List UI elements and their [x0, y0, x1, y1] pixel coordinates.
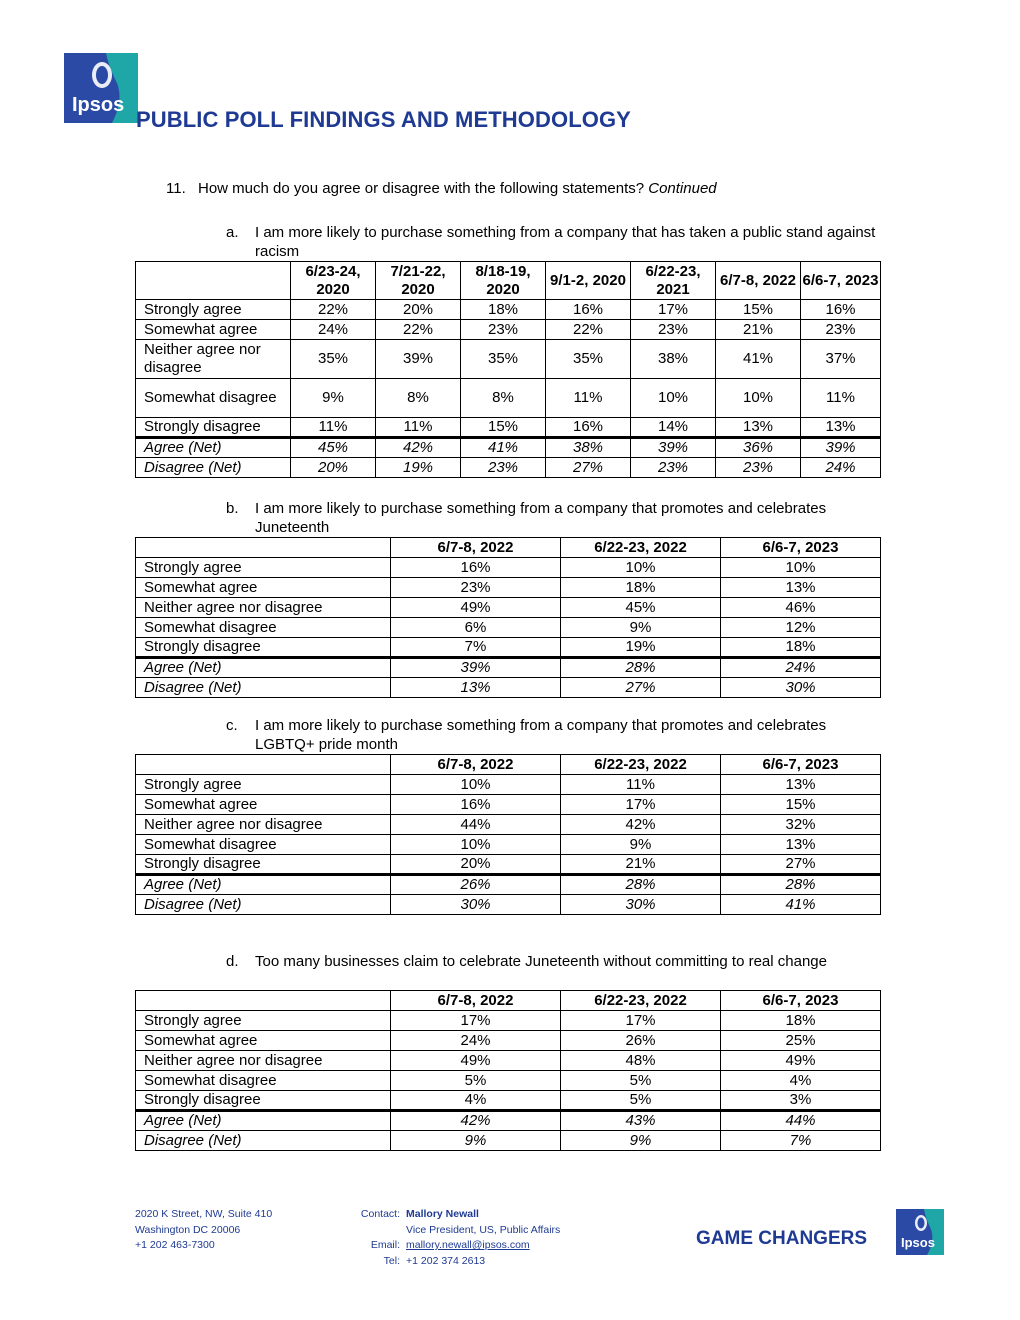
cell-value: 18%	[561, 578, 721, 598]
results-table-b	[135, 537, 881, 698]
cell-value: 13%	[721, 775, 881, 795]
address-line: Washington DC 20006	[135, 1223, 241, 1236]
logo-text: Ipsos	[72, 94, 125, 116]
table-row	[136, 855, 881, 875]
cell-value: 21%	[716, 320, 801, 340]
cell-value: 45%	[291, 438, 376, 458]
cell-value: 15%	[461, 418, 546, 438]
cell-value: 38%	[631, 340, 716, 379]
row-label: Strongly agree	[136, 1011, 391, 1031]
cell-value: 22%	[291, 300, 376, 320]
cell-value: 22%	[376, 320, 461, 340]
table-row-net	[136, 458, 881, 478]
table-row	[136, 418, 881, 438]
row-label: Agree (Net)	[136, 875, 391, 895]
cell-value: 11%	[801, 379, 881, 418]
results-table-a	[135, 261, 881, 478]
cell-value: 23%	[391, 578, 561, 598]
row-label: Somewhat disagree	[136, 618, 391, 638]
cell-value: 3%	[721, 1091, 881, 1111]
table-row-net	[136, 895, 881, 915]
table-row	[136, 320, 881, 340]
section-d	[135, 952, 880, 1151]
cell-value: 15%	[721, 795, 881, 815]
row-label: Agree (Net)	[136, 1111, 391, 1131]
cell-value: 10%	[716, 379, 801, 418]
cell-value: 39%	[391, 658, 561, 678]
cell-value: 16%	[546, 418, 631, 438]
cell-value: 39%	[376, 340, 461, 379]
table-row	[136, 578, 881, 598]
contact-name: Mallory Newall	[406, 1208, 479, 1220]
cell-value: 9%	[391, 1131, 561, 1151]
header-blank	[136, 538, 391, 558]
row-label: Neither agree nor disagree	[136, 1051, 391, 1071]
cell-value: 10%	[561, 558, 721, 578]
cell-value: 17%	[561, 1011, 721, 1031]
table-row	[136, 618, 881, 638]
column-header: 6/22-23, 2021	[631, 262, 716, 300]
cell-value: 8%	[376, 379, 461, 418]
cell-value: 42%	[561, 815, 721, 835]
header-blank	[136, 991, 391, 1011]
cell-value: 26%	[391, 875, 561, 895]
cell-value: 49%	[721, 1051, 881, 1071]
table-row-net	[136, 1111, 881, 1131]
cell-value: 30%	[721, 678, 881, 698]
cell-value: 19%	[561, 638, 721, 658]
cell-value: 23%	[461, 320, 546, 340]
row-label: Strongly disagree	[136, 638, 391, 658]
question-continued: Continued	[648, 180, 717, 197]
statement-letter: d.	[226, 953, 239, 970]
cell-value: 10%	[721, 558, 881, 578]
row-label: Strongly disagree	[136, 418, 291, 438]
row-label: Neither agree nor disagree	[136, 340, 291, 379]
cell-value: 35%	[461, 340, 546, 379]
cell-value: 21%	[561, 855, 721, 875]
cell-value: 43%	[561, 1111, 721, 1131]
question-number: 11.	[166, 180, 186, 197]
cell-value: 25%	[721, 1031, 881, 1051]
statement-text: I am more likely to purchase something from a company that promotes and celebrates Juneteenth	[255, 500, 827, 536]
row-label: Somewhat agree	[136, 795, 391, 815]
cell-value: 17%	[561, 795, 721, 815]
column-header: 6/22-23, 2022	[561, 538, 721, 558]
statement-text: Too many businesses claim to celebrate Juneteenth without committing to real change	[255, 953, 827, 970]
column-header: 9/1-2, 2020	[546, 262, 631, 300]
column-header: 6/6-7, 2023	[801, 262, 881, 300]
cell-value: 18%	[461, 300, 546, 320]
table-row-net	[136, 678, 881, 698]
cell-value: 22%	[546, 320, 631, 340]
cell-value: 13%	[391, 678, 561, 698]
footer-contact	[352, 1207, 560, 1269]
table-row	[136, 1031, 881, 1051]
cell-value: 11%	[546, 379, 631, 418]
statement-d	[135, 952, 880, 990]
table-row	[136, 340, 881, 379]
row-label: Somewhat agree	[136, 578, 391, 598]
cell-value: 23%	[631, 320, 716, 340]
tagline: GAME CHANGERS	[696, 1228, 868, 1249]
row-label: Disagree (Net)	[136, 458, 291, 478]
row-label: Somewhat agree	[136, 320, 291, 340]
cell-value: 11%	[291, 418, 376, 438]
row-label: Strongly agree	[136, 300, 291, 320]
cell-value: 42%	[391, 1111, 561, 1131]
statement-b	[135, 499, 880, 537]
cell-value: 5%	[391, 1071, 561, 1091]
column-header: 6/6-7, 2023	[721, 755, 881, 775]
ipsos-logo-footer	[896, 1209, 944, 1255]
table-row	[136, 775, 881, 795]
cell-value: 35%	[291, 340, 376, 379]
column-header: 6/23-24, 2020	[291, 262, 376, 300]
table-row-net	[136, 875, 881, 895]
row-label: Somewhat disagree	[136, 835, 391, 855]
cell-value: 23%	[461, 458, 546, 478]
table-row-net	[136, 438, 881, 458]
cell-value: 18%	[721, 638, 881, 658]
cell-value: 17%	[391, 1011, 561, 1031]
cell-value: 24%	[391, 1031, 561, 1051]
cell-value: 27%	[561, 678, 721, 698]
row-label: Agree (Net)	[136, 438, 291, 458]
cell-value: 45%	[561, 598, 721, 618]
row-label: Disagree (Net)	[136, 895, 391, 915]
table-row	[136, 815, 881, 835]
cell-value: 24%	[721, 658, 881, 678]
cell-value: 10%	[391, 775, 561, 795]
row-label: Neither agree nor disagree	[136, 815, 391, 835]
row-label: Disagree (Net)	[136, 678, 391, 698]
cell-value: 13%	[716, 418, 801, 438]
statement-letter: a.	[226, 224, 239, 241]
contact-label: Contact:	[360, 1208, 400, 1220]
cell-value: 41%	[721, 895, 881, 915]
ipsos-logo	[64, 53, 138, 123]
cell-value: 4%	[721, 1071, 881, 1091]
cell-value: 10%	[631, 379, 716, 418]
header-blank	[136, 262, 291, 300]
column-header: 6/22-23, 2022	[561, 755, 721, 775]
contact-title: Vice President, US, Public Affairs	[406, 1223, 561, 1236]
cell-value: 30%	[561, 895, 721, 915]
cell-value: 28%	[561, 875, 721, 895]
table-row-net	[136, 1131, 881, 1151]
address-phone: +1 202 463-7300	[135, 1239, 215, 1251]
column-header: 8/18-19, 2020	[461, 262, 546, 300]
results-table-d	[135, 990, 881, 1151]
cell-value: 9%	[291, 379, 376, 418]
table-row	[136, 1071, 881, 1091]
column-header: 6/7-8, 2022	[391, 991, 561, 1011]
cell-value: 49%	[391, 598, 561, 618]
cell-value: 41%	[461, 438, 546, 458]
header-blank	[136, 755, 391, 775]
statement-letter: b.	[226, 500, 239, 517]
cell-value: 38%	[546, 438, 631, 458]
table-row-net	[136, 658, 881, 678]
cell-value: 42%	[376, 438, 461, 458]
table-row	[136, 300, 881, 320]
row-label: Somewhat disagree	[136, 379, 291, 418]
column-header: 6/6-7, 2023	[721, 991, 881, 1011]
cell-value: 20%	[291, 458, 376, 478]
cell-value: 24%	[801, 458, 881, 478]
results-table-c	[135, 754, 881, 915]
table-header-row	[136, 755, 881, 775]
cell-value: 35%	[546, 340, 631, 379]
cell-value: 9%	[561, 1131, 721, 1151]
cell-value: 23%	[801, 320, 881, 340]
cell-value: 16%	[391, 795, 561, 815]
section-b	[135, 499, 880, 698]
cell-value: 5%	[561, 1071, 721, 1091]
cell-value: 20%	[376, 300, 461, 320]
cell-value: 11%	[376, 418, 461, 438]
cell-value: 39%	[631, 438, 716, 458]
tel-value: +1 202 374 2613	[406, 1254, 486, 1267]
cell-value: 15%	[716, 300, 801, 320]
email-label: Email:	[370, 1239, 400, 1251]
row-label: Strongly disagree	[136, 855, 391, 875]
cell-value: 44%	[391, 815, 561, 835]
statement-a	[135, 223, 880, 261]
cell-value: 6%	[391, 618, 561, 638]
table-row	[136, 1011, 881, 1031]
page-title: PUBLIC POLL FINDINGS AND METHODOLOGY	[136, 107, 631, 132]
cell-value: 23%	[716, 458, 801, 478]
cell-value: 28%	[721, 875, 881, 895]
logo-text: Ipsos	[901, 1235, 935, 1250]
row-label: Disagree (Net)	[136, 1131, 391, 1151]
cell-value: 11%	[561, 775, 721, 795]
cell-value: 27%	[546, 458, 631, 478]
cell-value: 10%	[391, 835, 561, 855]
email-link[interactable]: mallory.newall@ipsos.com	[406, 1239, 530, 1251]
column-header: 6/22-23, 2022	[561, 991, 721, 1011]
cell-value: 39%	[801, 438, 881, 458]
table-row	[136, 795, 881, 815]
cell-value: 20%	[391, 855, 561, 875]
cell-value: 8%	[461, 379, 546, 418]
cell-value: 36%	[716, 438, 801, 458]
cell-value: 41%	[716, 340, 801, 379]
cell-value: 19%	[376, 458, 461, 478]
cell-value: 5%	[561, 1091, 721, 1111]
statement-text: I am more likely to purchase something from a company that has taken a public stand against racism	[255, 224, 876, 260]
row-label: Strongly agree	[136, 775, 391, 795]
cell-value: 16%	[546, 300, 631, 320]
column-header: 7/21-22, 2020	[376, 262, 461, 300]
question-11	[166, 180, 717, 197]
cell-value: 17%	[631, 300, 716, 320]
column-header: 6/7-8, 2022	[391, 755, 561, 775]
table-row	[136, 1051, 881, 1071]
cell-value: 7%	[391, 638, 561, 658]
column-header: 6/7-8, 2022	[716, 262, 801, 300]
statement-c	[135, 716, 880, 754]
cell-value: 16%	[391, 558, 561, 578]
table-row	[136, 379, 881, 418]
column-header: 6/6-7, 2023	[721, 538, 881, 558]
statement-text: I am more likely to purchase something from a company that promotes and celebrates LGBTQ+ pride month	[255, 717, 827, 753]
tel-label: Tel:	[383, 1254, 400, 1267]
table-row	[136, 638, 881, 658]
cell-value: 13%	[721, 578, 881, 598]
table-row	[136, 558, 881, 578]
question-text: How much do you agree or disagree with the following statements?	[198, 180, 645, 197]
cell-value: 32%	[721, 815, 881, 835]
footer-address	[135, 1207, 272, 1254]
cell-value: 46%	[721, 598, 881, 618]
section-a	[135, 223, 880, 478]
cell-value: 27%	[721, 855, 881, 875]
cell-value: 28%	[561, 658, 721, 678]
statement-letter: c.	[226, 717, 238, 734]
cell-value: 30%	[391, 895, 561, 915]
table-row	[136, 835, 881, 855]
cell-value: 13%	[721, 835, 881, 855]
row-label: Neither agree nor disagree	[136, 598, 391, 618]
cell-value: 24%	[291, 320, 376, 340]
cell-value: 23%	[631, 458, 716, 478]
table-row	[136, 598, 881, 618]
cell-value: 7%	[721, 1131, 881, 1151]
cell-value: 49%	[391, 1051, 561, 1071]
cell-value: 44%	[721, 1111, 881, 1131]
table-row	[136, 1091, 881, 1111]
cell-value: 13%	[801, 418, 881, 438]
table-header-row	[136, 538, 881, 558]
table-header-row	[136, 991, 881, 1011]
table-header-row	[136, 262, 881, 300]
cell-value: 18%	[721, 1011, 881, 1031]
row-label: Agree (Net)	[136, 658, 391, 678]
cell-value: 9%	[561, 835, 721, 855]
row-label: Strongly disagree	[136, 1091, 391, 1111]
cell-value: 16%	[801, 300, 881, 320]
address-line: 2020 K Street, NW, Suite 410	[135, 1208, 273, 1220]
cell-value: 14%	[631, 418, 716, 438]
cell-value: 48%	[561, 1051, 721, 1071]
column-header: 6/7-8, 2022	[391, 538, 561, 558]
section-c	[135, 716, 880, 915]
cell-value: 26%	[561, 1031, 721, 1051]
cell-value: 37%	[801, 340, 881, 379]
cell-value: 12%	[721, 618, 881, 638]
cell-value: 4%	[391, 1091, 561, 1111]
row-label: Somewhat agree	[136, 1031, 391, 1051]
row-label: Strongly agree	[136, 558, 391, 578]
row-label: Somewhat disagree	[136, 1071, 391, 1091]
cell-value: 9%	[561, 618, 721, 638]
